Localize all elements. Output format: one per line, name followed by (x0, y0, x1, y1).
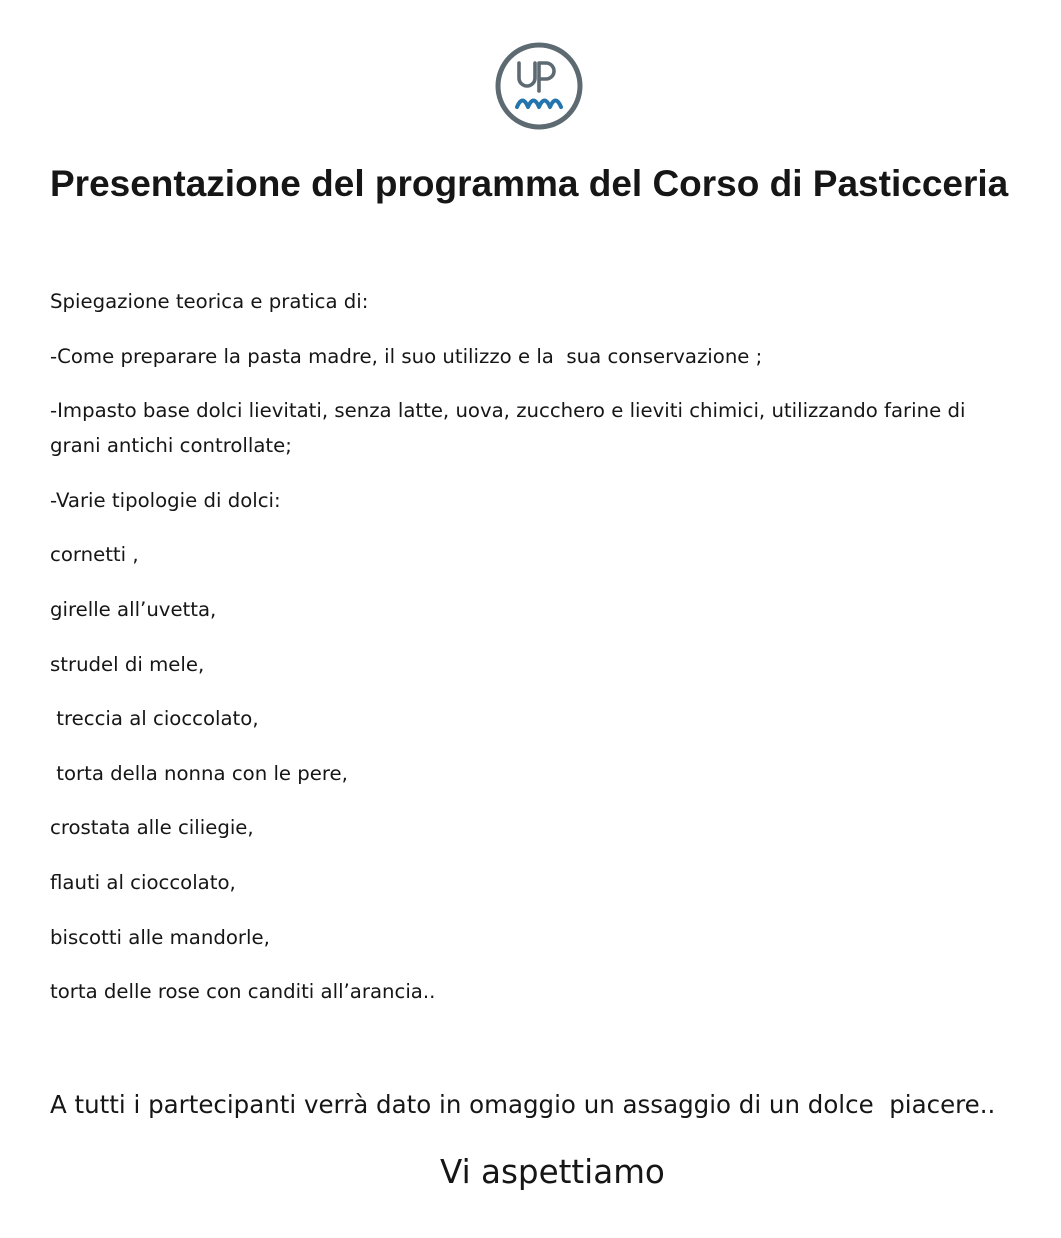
logo-waves-icon (517, 101, 561, 108)
logo-letter-p (539, 63, 554, 91)
intro-text: Spiegazione teorica e pratica di: (50, 290, 369, 313)
topic-item: -Impasto base dolci lievitati, senza latte, uova, zucchero e lieviti chimici, utilizzando farine di grani antichi controllate; (50, 399, 972, 458)
topic-item: -Come preparare la pasta madre, il suo utilizzo e la sua conservazione ; (50, 344, 763, 368)
logo-letter-u (519, 63, 535, 86)
sweet-item: treccia al cioccolato, (50, 707, 259, 731)
sweet-item: torta delle rose con canditi all’arancia.. (50, 980, 436, 1004)
up-logo-icon (494, 41, 584, 131)
sweet-item: girelle all’uvetta, (50, 597, 217, 621)
program-body (50, 284, 1000, 1029)
sweet-item: cornetti , (50, 543, 139, 567)
closing-note: A tutti i partecipanti verrà dato in omaggio un assaggio di un dolce piacere.. (50, 1090, 996, 1119)
sweet-item: biscotti alle mandorle, (50, 925, 270, 949)
sweet-item: crostata alle ciliegie, (50, 816, 254, 840)
sweet-item: flauti al cioccolato, (50, 870, 236, 894)
page-title: Presentazione del programma del Corso di Pasticceria (50, 163, 1009, 204)
sign-off: Vi aspettiamo (440, 1153, 665, 1191)
sweet-item: strudel di mele, (50, 652, 205, 676)
topic-item: -Varie tipologie di dolci: (50, 488, 281, 512)
sweet-item: torta della nonna con le pere, (50, 761, 348, 785)
